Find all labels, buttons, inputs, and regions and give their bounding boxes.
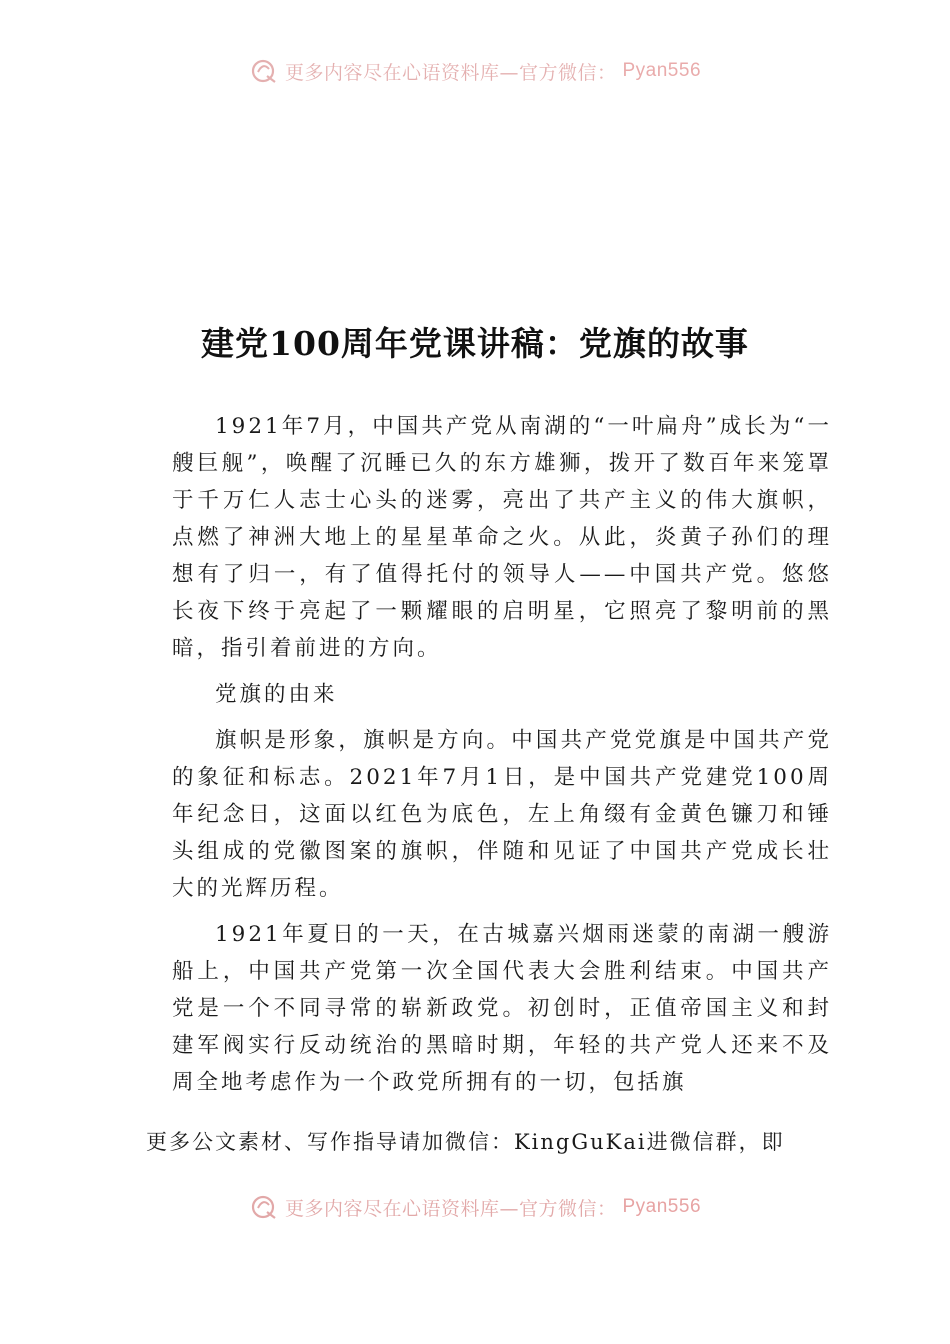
paragraph-flag-meaning: 旗帜是形象，旗帜是方向。中国共产党党旗是中国共产党的象征和标志。2021年7月1日，是中国共产党建党100周年纪念日，这面以红色为底色，左上角缀有金黄色镰刀和锤头组成的党徽图案的旗帜，伴随和见证了中国共产党成长壮大的光辉历程。 xyxy=(172,728,832,901)
paragraph-intro: 1921年7月，中国共产党从南湖的“一叶扁舟”成长为“一艘巨舰”，唤醒了沉睡已久的东方雄狮，拨开了数百年来笼罩于千万仁人志士心头的迷雾，亮出了共产主义的伟大旗帜，点燃了神洲大地上的星星革命之火。从此，炎黄子孙们的理想有了归一，有了值得托付的领导人——中国共产党。悠悠长夜下终于亮起了一颗耀眼的启明星，它照亮了黎明前的黑暗，指引着前进的方向。 xyxy=(172,414,832,661)
footer-note: 更多公文素材、写作指导请加微信：KingGuKai进微信群，即 xyxy=(146,1130,785,1154)
watermark-footer xyxy=(0,1192,950,1222)
section-heading: 党旗的由来 xyxy=(215,682,338,707)
watermark-logo-icon xyxy=(249,56,279,86)
watermark-header xyxy=(0,56,950,86)
watermark-wechat-id: Pyan556 xyxy=(622,60,702,81)
watermark-text: 更多内容尽在心语资料库—官方微信： xyxy=(284,1197,617,1220)
watermark-wechat-id: Pyan556 xyxy=(622,1196,702,1217)
paragraph-founding: 1921年夏日的一天，在古城嘉兴烟雨迷蒙的南湖一艘游船上，中国共产党第一次全国代表大会胜利结束。中国共产党是一个不同寻常的崭新政党。初创时，正值帝国主义和封建军阀实行反动统治的黑暗时期，年轻的共产党人还来不及周全地考虑作为一个政党所拥有的一切，包括旗 xyxy=(172,922,832,1095)
watermark-logo-icon xyxy=(249,1192,279,1222)
watermark-text: 更多内容尽在心语资料库—官方微信： xyxy=(284,61,617,84)
document-title: 建党100周年党课讲稿：党旗的故事 xyxy=(201,324,749,363)
document-body xyxy=(172,408,832,1110)
